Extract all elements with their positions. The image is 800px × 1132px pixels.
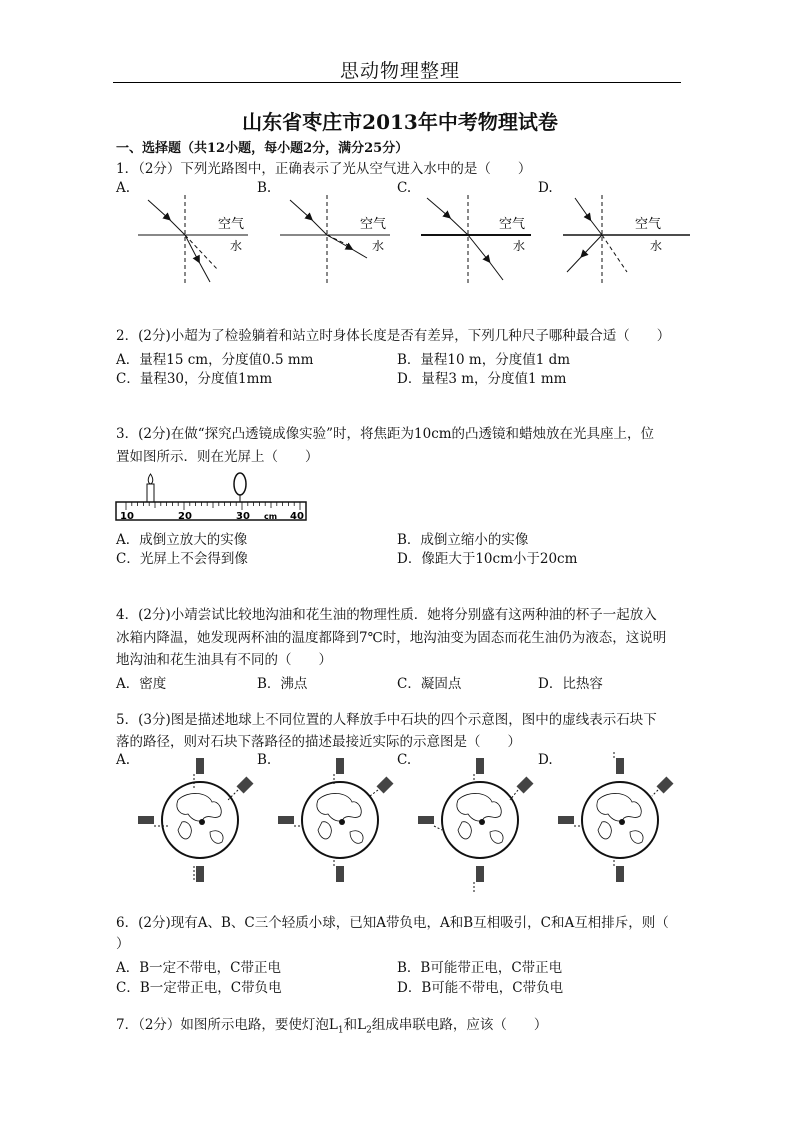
q5-diagram-b bbox=[278, 758, 393, 882]
q3-option-a: A．成倒立放大的实像 bbox=[116, 532, 248, 548]
q6-line1: 6．(2分)现有A、B、C三个轻质小球，已知A带负电，A和B互相吸引，C和A互相排斥，则（ bbox=[116, 915, 669, 931]
q1-diagram-a bbox=[138, 195, 248, 285]
page-header: 思动物理整理 bbox=[339, 60, 460, 82]
q1-b-water: 水 bbox=[372, 239, 385, 253]
lens-icon bbox=[234, 473, 246, 495]
q2-option-d: D．量程3 m，分度值1 mm bbox=[397, 371, 567, 387]
q1-a-water: 水 bbox=[230, 239, 243, 253]
q5-label-d: D. bbox=[538, 752, 553, 768]
q6-option-d: D．B可能不带电，C带负电 bbox=[397, 980, 564, 996]
q1-diagram-d bbox=[563, 195, 690, 285]
q1-c-water: 水 bbox=[513, 239, 526, 253]
q1-b-air: 空气 bbox=[360, 217, 387, 232]
q4-option-b: B．沸点 bbox=[257, 676, 308, 692]
q4-line3: 地沟油和花生油具有不同的（ ） bbox=[116, 652, 332, 668]
q3-option-d: D．像距大于10cm小于20cm bbox=[397, 551, 578, 567]
q3-stem-line2: 置如图所示．则在光屏上（ ） bbox=[116, 449, 319, 465]
q1-label-d: D. bbox=[538, 180, 553, 196]
q6-line2: ） bbox=[116, 936, 130, 952]
q5-line1: 5．(3分)图是描述地球上不同位置的人释放手中石块的四个示意图，图中的虚线表示石块下 bbox=[116, 712, 657, 728]
q3-stem-line1: 3．(2分)在做“探究凸透镜成像实验”时，将焦距为10cm的凸透镜和蜡烛放在光具座上，位 bbox=[116, 426, 655, 442]
q1-label-b: B. bbox=[257, 180, 272, 196]
q5-diagram-c bbox=[418, 758, 533, 892]
q1-label-a: A. bbox=[116, 180, 131, 196]
ruler-label-40: 40 bbox=[290, 511, 304, 522]
q7-stem-pre: 7．（2分）如图所示电路，要使灯泡L bbox=[116, 1017, 338, 1033]
q7-sub-2: 2 bbox=[366, 1025, 372, 1036]
q3-option-c: C．光屏上不会得到像 bbox=[116, 551, 248, 567]
q1-light-diagrams bbox=[130, 190, 690, 290]
q7-stem bbox=[116, 1015, 547, 1042]
q4-option-c: C．凝固点 bbox=[397, 676, 462, 692]
q1-d-water: 水 bbox=[650, 239, 663, 253]
q4-line2: 冰箱内降温，她发现两杯油的温度都降到7℃时，地沟油变为固态而花生油仍为液态，这说明 bbox=[116, 630, 667, 646]
q1-label-c: C. bbox=[397, 180, 412, 196]
q7-sub-1: 1 bbox=[337, 1025, 344, 1036]
ruler-unit: cm bbox=[264, 512, 278, 521]
q2-stem: 2．(2分)小超为了检验躺着和站立时身体长度是否有差异，下列几种尺子哪种最合适（ ） bbox=[116, 328, 671, 344]
q5-earth-diagrams bbox=[130, 752, 690, 892]
section-heading: 一、选择题（共12小题，每小题2分，满分25分） bbox=[116, 141, 409, 156]
q1-c-air: 空气 bbox=[499, 217, 526, 232]
q3-option-b: B．成倒立缩小的实像 bbox=[397, 532, 529, 548]
q5-label-b: B. bbox=[257, 752, 272, 768]
q6-option-c: C．B一定带正电，C带负电 bbox=[116, 980, 282, 996]
q5-diagram-d bbox=[558, 752, 673, 882]
exam-title: 山东省枣庄市2013年中考物理试卷 bbox=[242, 110, 558, 134]
q7-stem-mid: 和L bbox=[343, 1017, 367, 1033]
q2-option-a: A．量程15 cm，分度值0.5 mm bbox=[116, 352, 314, 368]
q2-option-c: C．量程30，分度值1mm bbox=[116, 371, 273, 387]
q1-stem: 1．（2分）下列光路图中，正确表示了光从空气进入水中的是（ ） bbox=[116, 161, 532, 177]
q5-label-a: A. bbox=[116, 752, 131, 768]
q6-option-b: B．B可能带正电，C带正电 bbox=[397, 960, 563, 976]
header-rule bbox=[113, 82, 681, 83]
q1-diagram-c bbox=[421, 195, 531, 285]
q6-option-a: A．B一定不带电，C带正电 bbox=[116, 960, 281, 976]
ruler-label-30: 30 bbox=[236, 511, 250, 522]
q2-option-b: B．量程10 m，分度值1 dm bbox=[397, 352, 571, 368]
q5-line2: 落的路径，则对石块下落路径的描述最接近实际的示意图是（ ） bbox=[116, 734, 521, 750]
ruler-label-20: 20 bbox=[178, 511, 192, 522]
q7-stem-post: 组成串联电路，应该（ ） bbox=[371, 1017, 548, 1033]
q3-optical-bench bbox=[112, 472, 312, 527]
q5-diagram-a bbox=[138, 758, 253, 882]
q1-d-air: 空气 bbox=[635, 217, 662, 232]
q1-diagram-b bbox=[280, 195, 390, 285]
q1-a-air: 空气 bbox=[218, 217, 245, 232]
candle-icon bbox=[147, 484, 154, 502]
q5-label-c: C. bbox=[397, 752, 412, 768]
ruler-label-10: 10 bbox=[120, 511, 134, 522]
q4-line1: 4．(2分)小靖尝试比较地沟油和花生油的物理性质．她将分别盛有这两种油的杯子一起放入 bbox=[116, 607, 657, 623]
q4-option-a: A．密度 bbox=[116, 676, 167, 692]
q4-option-d: D．比热容 bbox=[538, 676, 603, 692]
